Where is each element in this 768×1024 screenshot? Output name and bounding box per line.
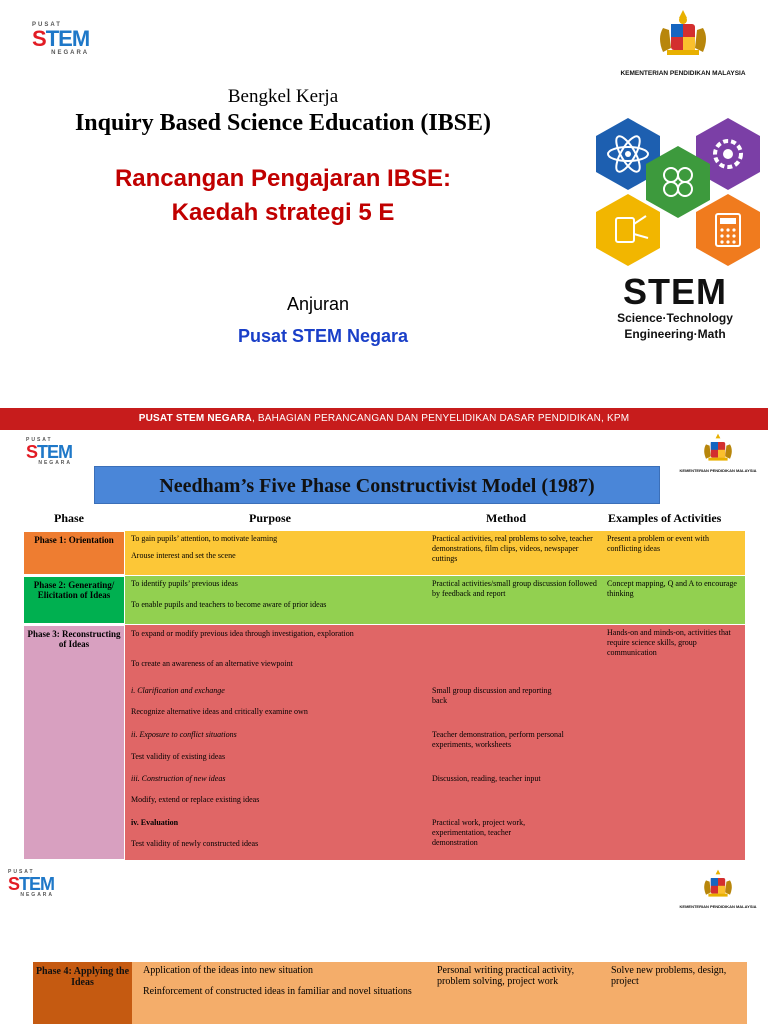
table-row-phase-3 [23, 625, 745, 860]
logo-negara-text: NEGARA [51, 50, 90, 56]
malaysia-crest-icon [700, 868, 736, 900]
logo-pusat-text: PUSAT [32, 22, 62, 28]
phase-2-purpose: To identify pupils’ previous ideas To enable pupils and teachers to become aware of prior ideas [131, 579, 327, 609]
pusat-stem-logo [32, 22, 89, 56]
logo-stem-word: STEM [32, 26, 90, 51]
phase-2-examples: Concept mapping, Q and A to encourage thinking [607, 579, 737, 598]
phase-1-purpose: To gain pupils’ attention, to motivate learning Arouse interest and set the scene [131, 534, 278, 560]
footer-org: PUSAT STEM NEGARA [138, 413, 252, 424]
phase-4-method: Personal writing practical activity, problem solving, project work [437, 965, 575, 987]
table-row-phase-1 [23, 531, 745, 575]
malaysia-crest-icon [700, 432, 736, 464]
workshop-title: Inquiry Based Science Education (IBSE) [74, 110, 492, 136]
sub-exposure: ii. Exposure to conflict situations [131, 730, 237, 739]
phase-3-purpose: To expand or modify previous idea through investigation, exploration To create an awareness of an alternative viewpoint i. Clarification and exchange Recognize alternative ideas and critically examine own ii. Exposure to conflict situations Test validity of existing ideas iii. Construction of new ideas Modify, extend or replace existing ideas iv. Evaluation Test validity of newly constructed ideas [131, 629, 354, 848]
stem-wordmark [590, 271, 760, 342]
phase-2-label: Phase 2: Generating/ Elicitation of Ideas [23, 576, 125, 624]
header-purpose: Purpose [249, 511, 291, 525]
sub-construction: iii. Construction of new ideas [131, 774, 226, 783]
organizer-name: Pusat STEM Negara [237, 326, 409, 346]
phase-1-label: Phase 1: Orientation [23, 531, 125, 575]
slide-title [0, 0, 768, 408]
stem-tagline-1: Science·Technology [617, 311, 733, 325]
phase-4-examples: Solve new problems, design, project [611, 965, 727, 987]
sub-clarification: i. Clarification and exchange [131, 686, 225, 695]
organized-by-label: Anjuran [286, 294, 350, 314]
lesson-plan-line2: Kaedah strategi 5 E [171, 199, 395, 226]
ministry-crest [608, 8, 758, 77]
phase-1-method: Practical activities, real problems to solve, teacher demonstrations, film clips, videos, newspaper cuttings [432, 534, 593, 563]
table-row-phase-4 [33, 962, 747, 1024]
phase-4-label: Phase 4: Applying the Ideas [33, 962, 132, 1024]
phase-3-label: Phase 3: Reconstructing of Ideas [23, 625, 125, 860]
phase-2-method: Practical activities/small group discussion followed by feedback and report [432, 579, 597, 598]
workshop-subtitle: Bengkel Kerja [227, 86, 339, 107]
ministry-label: KEMENTERIAN PENDIDIKAN MALAYSIA [620, 70, 746, 77]
technology-hex-icon [596, 194, 660, 266]
malaysia-crest-icon [653, 8, 713, 60]
stem-big-text: STEM [622, 271, 727, 312]
pusat-stem-logo-small: PUSAT STEM NEGARA [26, 437, 73, 466]
stem-hexagon-graphic [590, 116, 768, 276]
slide-phase-4 [0, 866, 768, 1024]
model-title: Needham’s Five Phase Constructivist Model (1987) [94, 466, 660, 504]
table-row-phase-2 [23, 576, 745, 624]
footer-band [0, 408, 768, 430]
header-examples: Examples of Activities [608, 511, 722, 525]
phase-4-purpose: Application of the ideas into new situation Reinforcement of constructed ideas in familiar and novel situations [143, 965, 412, 997]
lesson-plan-title [0, 162, 566, 230]
ministry-crest-small: KEMENTERIAN PENDIDIKAN MALAYSIA [668, 868, 768, 909]
lesson-plan-line1: Rancangan Pengajaran IBSE: [114, 165, 452, 192]
phase-3-method: Small group discussion and reporting back Teacher demonstration, perform personal experiments, worksheets Discussion, reading, teacher input Practical work, project work, experimentation, teacher demonstration [432, 686, 564, 847]
footer-department: , BAHAGIAN PERANCANGAN DAN PENYELIDIKAN DASAR PENDIDIKAN, KPM [251, 413, 630, 424]
ministry-crest-small: KEMENTERIAN PENDIDIKAN MALAYSIA [668, 432, 768, 473]
slide-needham-model [0, 430, 768, 866]
phase-3-examples: Hands-on and minds-on, activities that require science skills, group communication [607, 628, 731, 657]
phase-1-examples: Present a problem or event with conflicting ideas [607, 534, 709, 553]
header-method: Method [486, 511, 526, 525]
header-phase: Phase [54, 511, 84, 525]
stem-tagline-2: Engineering·Math [624, 327, 726, 341]
pusat-stem-logo-small: PUSAT STEM NEGARA [8, 869, 55, 898]
sub-evaluation: iv. Evaluation [131, 818, 179, 827]
